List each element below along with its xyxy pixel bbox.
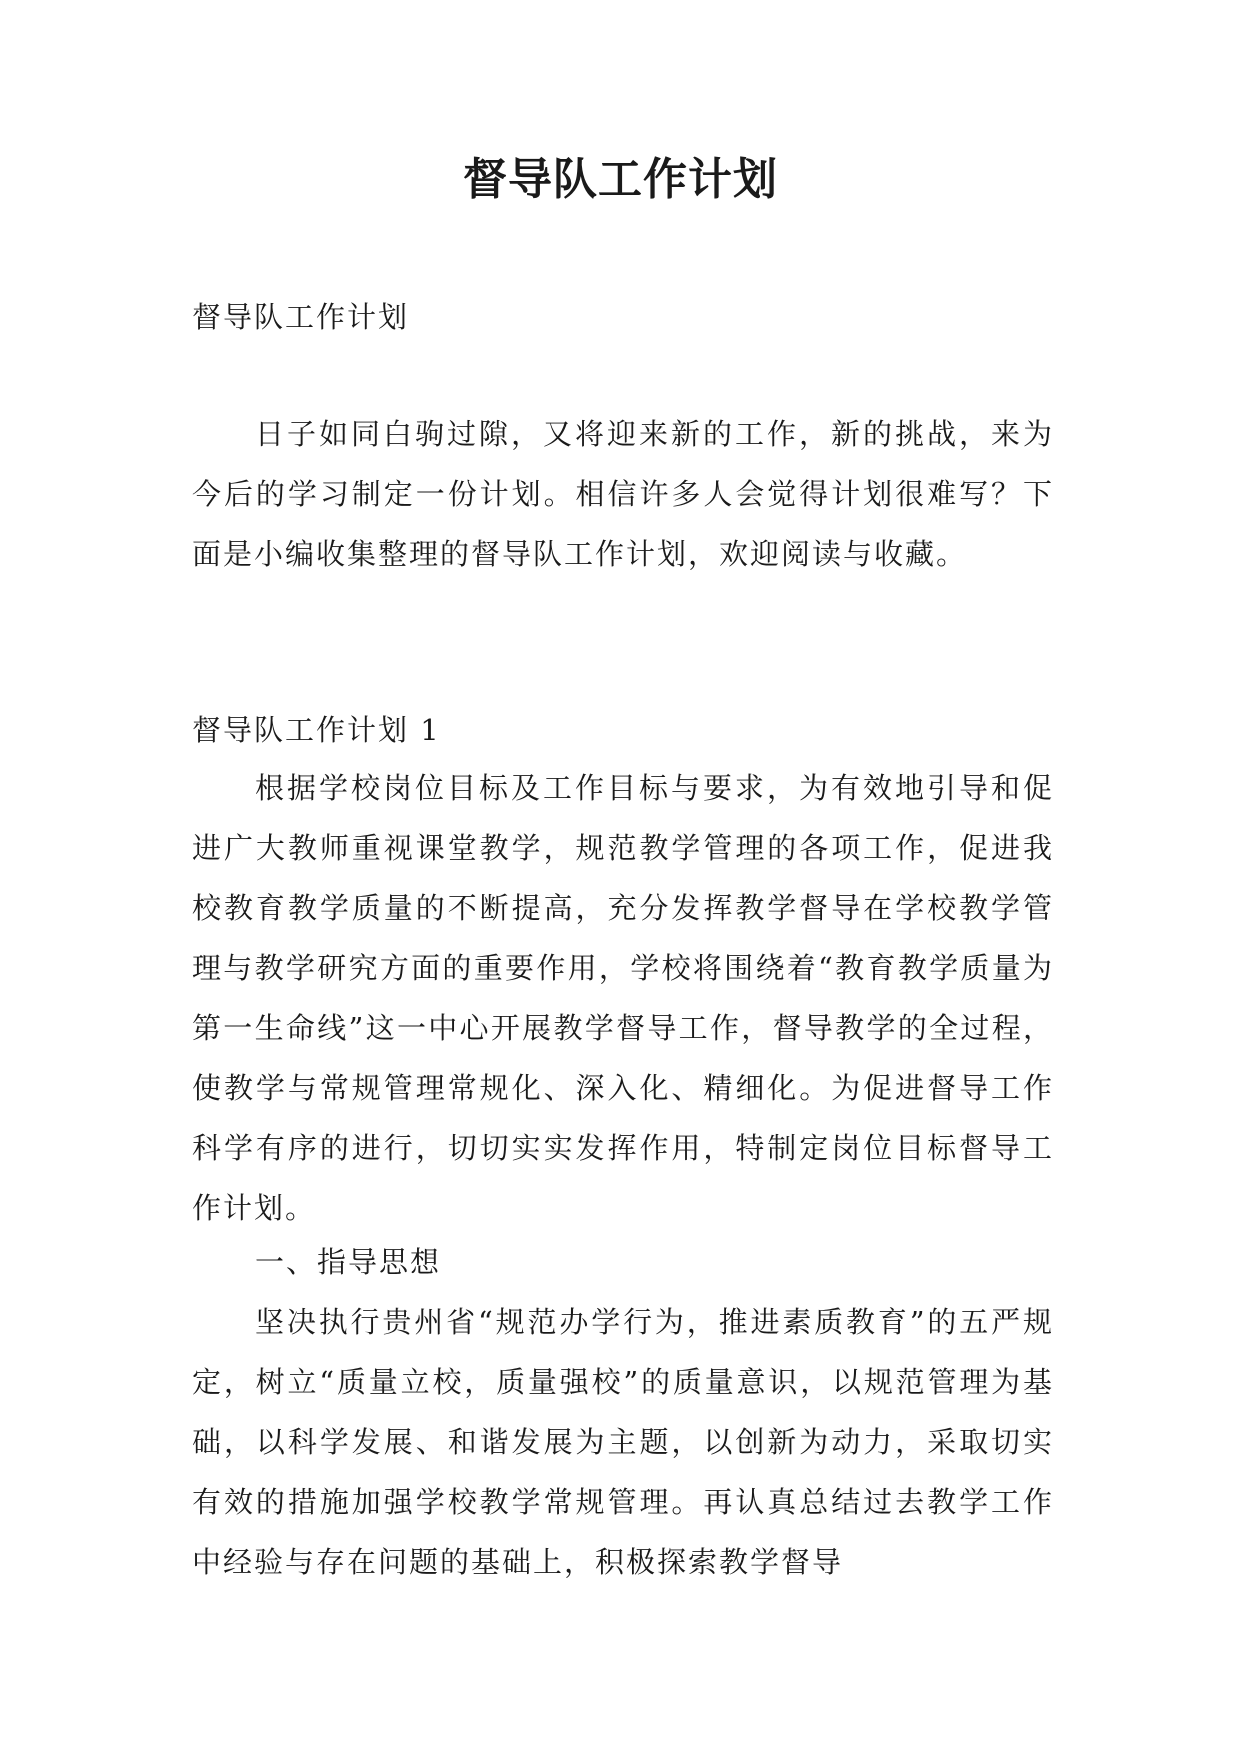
section-subheading: 一、指导思想 bbox=[255, 1245, 442, 1279]
intro-paragraph: 日子如同白驹过隙，又将迎来新的工作，新的挑战，来为今后的学习制定一份计划。相信许多人会觉得计划很难写？下面是小编收集整理的督导队工作计划，欢迎阅读与收藏。 bbox=[192, 417, 1054, 571]
section-heading: 督导队工作计划 1 bbox=[192, 713, 441, 747]
document-subtitle: 督导队工作计划 bbox=[192, 300, 410, 334]
section-paragraph: 坚决执行贵州省“规范办学行为，推进素质教育”的五严规定，树立“质量立校，质量强校”的质量意识，以规范管理为基础，以科学发展、和谐发展为主题，以创新为动力，采取切实有效的措施加强学校教学常规管理。再认真总结过去教学工作中经验与存在问题的基础上，积极探索教学督导 bbox=[192, 1305, 1054, 1579]
document-title: 督导队工作计划 bbox=[463, 154, 778, 205]
section-paragraph: 根据学校岗位目标及工作目标与要求，为有效地引导和促进广大教师重视课堂教学，规范教学管理的各项工作，促进我校教育教学质量的不断提高，充分发挥教学督导在学校教学管理与教学研究方面的重要作用，学校将围绕着“教育教学质量为第一生命线”这一中心开展教学督导工作，督导教学的全过程，使教学与常规管理常规化、深入化、精细化。为促进督导工作科学有序的进行，切切实实发挥作用，特制定岗位目标督导工作计划。 bbox=[192, 771, 1054, 1225]
